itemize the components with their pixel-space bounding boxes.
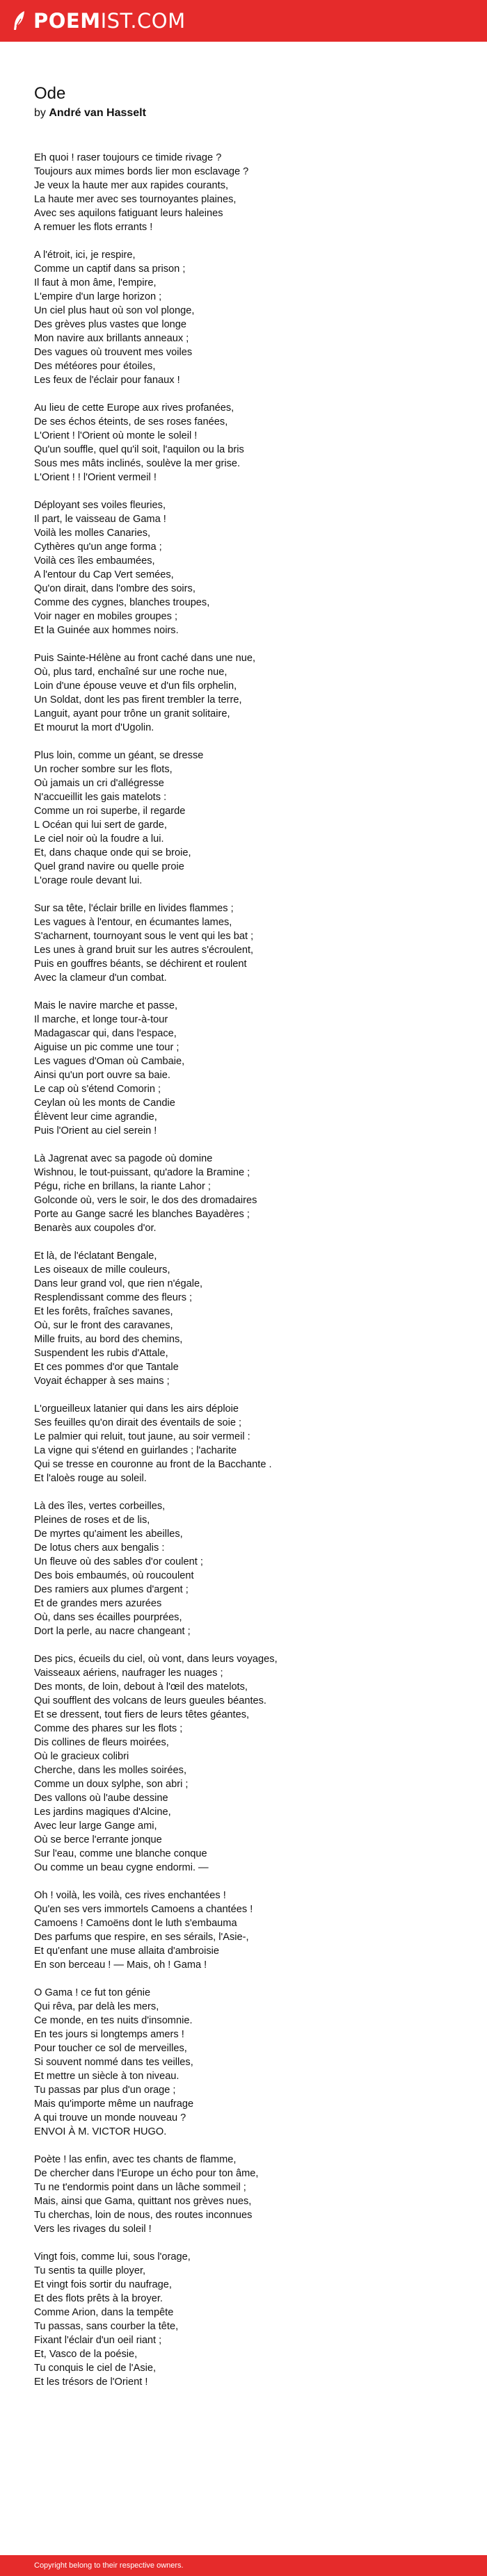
poem-stanza [34,1249,465,1388]
poem-line: Voilà ces îles embaumées, [34,555,155,566]
poem-line: Des vallons où l'aube dessine [34,1793,168,1804]
poem-line: Comme Arion, dans la tempête [34,2307,174,2318]
poem-line: Cythères qu'un ange forma ; [34,541,162,553]
poem-line: Le ciel noir où la foudre a lui. [34,833,164,845]
poem-line: De myrtes qu'aiment les abeilles, [34,1529,183,1540]
poem-stanza [34,749,465,888]
poem-stanza [34,248,465,387]
poem-line: A remuer les flots errants ! [34,222,153,233]
poem-line: Dans leur grand vol, que rien n'égale, [34,1278,203,1289]
poem-line: La vigne qui s'étend en guirlandes ; l'acharite [34,1445,237,1456]
poem-line: Golconde où, vers le soir, le dos des dromadaires [34,1195,257,1206]
poem-line: Un Soldat, dont les pas firent trembler la terre, [34,694,242,706]
poem-line: Tu passas, sans courber la tête, [34,2321,179,2332]
poem-stanza [34,2250,465,2389]
poem-line: Sur sa tête, l'éclair brille en livides flammes ; [34,903,234,914]
poem-stanza [34,1152,465,1235]
poem-line: Ceylan où les monts de Candie [34,1098,175,1109]
poem-stanza [34,1652,465,1875]
poem-line: Comme un captif dans sa prison ; [34,263,186,275]
poem-line: Qu'un souffle, quel qu'il soit, l'aquilon ou la bris [34,444,244,455]
byline-prefix: by [34,107,49,119]
poem-line: Tu cherchas, loin de nous, des routes inconnues [34,2210,253,2221]
poem-line: Aiguise un pic comme une tour ; [34,1042,179,1053]
poem-line: Il marche, et longe tour-à-tour [34,1014,168,1025]
poem-line: Et la Guinée aux hommes noirs. [34,625,179,636]
poem-line: Ce monde, en tes nuits d'insomnie. [34,2015,193,2026]
poem-line: A qui trouve un monde nouveau ? [34,2112,186,2123]
poem-line: Il part, le vaisseau de Gama ! [34,514,166,525]
poem-line: L'Orient ! ! l'Orient vermeil ! [34,472,157,483]
poem-line: L'orage roule devant lui. [34,875,143,886]
poem-line: Et les forêts, fraîches savanes, [34,1306,173,1317]
poem-line: Et vingt fois sortir du naufrage, [34,2279,172,2290]
poem-line: Je veux la haute mer aux rapides courants, [34,180,229,191]
copyright-text: Copyright belong to their respective owners. [34,2561,184,2570]
poem-line: Voir nager en mobiles groupes ; [34,611,178,622]
poem-line: Camoens ! Camoëns dont le luth s'embauma [34,1918,237,1929]
poem-line: Et là, de l'éclatant Bengale, [34,1250,157,1262]
poem-line: Sous mes mâts inclinés, soulève la mer grise. [34,458,241,469]
poem-stanza [34,902,465,985]
poem-line: Ainsi qu'un port ouvre sa baie. [34,1070,170,1081]
poem-line: Un ciel plus haut où son vol plonge, [34,305,195,316]
poem-line: Comme des cygnes, blanches troupes, [34,597,210,608]
poem-line: De chercher dans l'Europe un écho pour ton âme, [34,2168,259,2179]
poem-body [34,151,465,2389]
site-header [0,0,487,42]
poem-line: Qui se tresse en couronne au front de la Bacchante . [34,1459,272,1470]
poem-line: Et des flots prêts à la broyer. [34,2293,163,2304]
poem-line: Et, dans chaque onde qui se broie, [34,847,191,858]
quill-icon [11,10,28,31]
poem-stanza [34,2153,465,2236]
poem-line: Cherche, dans les molles soirées, [34,1765,187,1776]
poem-line: Les vagues d'Oman où Cambaie, [34,1056,185,1067]
poem-line: Qu'en ses vers immortels Camoens a chantées ! [34,1904,253,1915]
poem-line: Tu sentis ta quille ployer, [34,2265,146,2276]
poem-line: Madagascar qui, dans l'espace, [34,1028,177,1039]
site-logo[interactable] [11,10,186,31]
poem-stanza [34,1889,465,1972]
poem-line: Et mettre un siècle à ton niveau. [34,2071,179,2082]
poem-line: Oh ! voilà, les voilà, ces rives enchantées ! [34,1890,226,1901]
poem-line: A l'étroit, ici, je respire, [34,250,136,261]
poem-line: Et l'aloès rouge au soleil. [34,1473,147,1484]
poem-line: Pégu, riche en brillans, la riante Lahor ; [34,1181,211,1192]
poem-line: Si souvent nommé dans tes veilles, [34,2057,193,2068]
poem-line: Plus loin, comme un géant, se dresse [34,750,204,761]
poem-line: Voyait échapper à ses mains ; [34,1376,170,1387]
poem-line: Avec la clameur d'un combat. [34,972,167,984]
site-footer [0,2555,487,2576]
poem-line: Poète ! las enfin, avec tes chants de flamme, [34,2154,237,2165]
poem-line: Comme un doux sylphe, son abri ; [34,1779,189,1790]
poem-title: Ode [34,84,66,103]
poem-line: Puis Sainte-Hélène au front caché dans une nue, [34,653,256,664]
poem-stanza [34,498,465,637]
poem-line: Ou comme un beau cygne endormi. — [34,1862,209,1873]
site-logo-text [33,10,186,31]
poem-line: Où jamais un cri d'allégresse [34,778,164,789]
poem-line: Les oiseaux de mille couleurs, [34,1264,170,1275]
poem-line: En tes jours si longtemps amers ! [34,2029,184,2040]
poem-line: Suspendent les rubis d'Attale, [34,1348,168,1359]
poem-line: Loin d'une épouse veuve et d'un fils orphelin, [34,680,237,692]
poem-line: Des vagues où trouvent mes voiles [34,347,193,358]
poem-stanza [34,401,465,484]
poem-line: Et qu'enfant une muse allaita d'ambroisie [34,1946,219,1957]
poem-line: Il faut à mon âme, l'empire, [34,277,157,288]
poem-line: Languit, ayant pour trône un granit solitaire, [34,708,230,719]
poem-stanza [34,1402,465,1485]
poem-line: Les vagues à l'entour, en écumantes lames, [34,917,232,928]
poem-stanza [34,1499,465,1638]
poem-line: Puis en gouffres béants, se déchirent et roulent [34,959,247,970]
poem-line: Dis collines de fleurs moirées, [34,1737,169,1748]
poem-line: Là des îles, vertes corbeilles, [34,1501,166,1512]
poem-line: Un rocher sombre sur les flots, [34,764,173,775]
poem-line: Mais, ainsi que Gama, quittant nos grèves nues, [34,2196,252,2207]
poem-line: L'orgueilleux latanier qui dans les airs déploie [34,1403,239,1415]
poem-line: Mille fruits, au bord des chemins, [34,1334,183,1345]
poem-line: Comme un roi superbe, il regarde [34,806,186,817]
poem-line: Avec ses aquilons fatiguant leurs haleines [34,208,223,219]
poem-line: Des pics, écueils du ciel, où vont, dans leurs voyages, [34,1654,278,1665]
logo-bold-text: POEM [33,9,101,33]
poem-stanza [34,151,465,234]
poem-line: Dort la perle, au nacre changeant ; [34,1626,191,1637]
poem-line: Où, sur le front des caravanes, [34,1320,173,1331]
poem-line: Qu'on dirait, dans l'ombre des soirs, [34,583,195,594]
poem-line: Puis l'Orient au ciel serein ! [34,1125,157,1136]
poem-line: Wishnou, le tout-puissant, qu'adore la Bramine ; [34,1167,250,1178]
poem-line: Comme des phares sur les flots ; [34,1723,183,1734]
poem-line: Des monts, de loin, debout à l'œil des matelots, [34,1681,248,1693]
poem-line: Porte au Gange sacré les blanches Bayadères ; [34,1209,250,1220]
poem-line: Le cap où s'étend Comorin ; [34,1084,161,1095]
poem-line: Sur l'eau, comme une blanche conque [34,1848,207,1859]
poem-line: L'empire d'un large horizon ; [34,291,162,302]
poem-line: Eh quoi ! raser toujours ce timide rivage ? [34,152,222,163]
poem-line: Mais qu'importe même un naufrage [34,2098,194,2110]
author-link[interactable]: André van Hasselt [49,107,146,119]
poem-line: Avec leur large Gange ami, [34,1820,157,1832]
poem-line: Où le gracieux colibri [34,1751,129,1762]
poem-line: Où, dans ses écailles pourprées, [34,1612,182,1623]
poem-line: Mon navire aux brillants anneaux ; [34,333,189,344]
poem-line: Des grèves plus vastes que longe [34,319,187,330]
poem-line: L Océan qui lui sert de garde, [34,820,167,831]
poem-line: Et se dressent, tout fiers de leurs têtes géantes, [34,1709,250,1720]
poem-line: La haute mer avec ses tournoyantes plaines, [34,194,237,205]
poem-line: Pleines de roses et de lis, [34,1515,150,1526]
poem-line: Voilà les molles Canaries, [34,528,151,539]
poem-line: Là Jagrenat avec sa pagode où domine [34,1153,213,1164]
poem-line: L'Orient ! l'Orient où monte le soleil ! [34,430,198,441]
poem-stanza [34,1986,465,2139]
poem-line: Des météores pour étoiles, [34,361,156,372]
poem-line: Ses feuilles qu'on dirait des éventails de soie ; [34,1417,242,1428]
poem-stanza [34,999,465,1138]
poem-line: Des bois embaumés, où roucoulent [34,1570,194,1581]
poem-line: Benarès aux coupoles d'or. [34,1223,157,1234]
poem-line: Quel grand navire ou quelle proie [34,861,184,872]
poem-line: Les jardins magiques d'Alcine, [34,1807,171,1818]
poem-line: Où, plus tard, enchaîné sur une roche nue, [34,667,227,678]
poem-line: Tu conquis le ciel de l'Asie, [34,2363,157,2374]
poem-line: Et de grandes mers azurées [34,1598,162,1609]
poem-line: Qui soufflent des volcans de leurs gueules béantes. [34,1695,266,1706]
poem-line: Fixant l'éclair d'un oeil riant ; [34,2335,162,2346]
poem-line: En son berceau ! — Mais, oh ! Gama ! [34,1959,207,1971]
poem-line: Vaisseaux aériens, naufrager les nuages ; [34,1668,223,1679]
poem-line: Mais le navire marche et passe, [34,1000,178,1011]
poem-content [34,42,465,2389]
poem-line: Qui rêva, par delà les mers, [34,2001,159,2012]
poem-line: O Gama ! ce fut ton génie [34,1987,151,1998]
poem-line: Les unes à grand bruit sur les autres s'écroulent, [34,945,254,956]
poem-stanza [34,651,465,735]
poem-line: Vingt fois, comme lui, sous l'orage, [34,2251,191,2263]
poem-line: Tu ne t'endormis point dans un lâche sommeil ; [34,2182,246,2193]
logo-light-text: IST.COM [100,9,186,33]
poem-line: Vers les rivages du soleil ! [34,2224,152,2235]
poem-line: ENVOI À M. VICTOR HUGO. [34,2126,167,2137]
poem-line: De ses échos éteints, de ses roses fanées, [34,416,228,427]
poem-line: Le palmier qui reluit, tout jaune, au soir vermeil : [34,1431,250,1442]
poem-line: Un fleuve où des sables d'or coulent ; [34,1556,203,1567]
poem-byline [34,106,465,120]
poem-line: De lotus chers aux bengalis : [34,1542,165,1554]
poem-line: Toujours aux mimes bords lier mon esclavage ? [34,166,249,177]
poem-line: Des parfums que respire, en ses sérails, l'Asie-, [34,1932,249,1943]
poem-line: Où se berce l'errante jonque [34,1834,162,1845]
poem-line: Et les trésors de l'Orient ! [34,2377,148,2388]
poem-line: Et, Vasco de la poésie, [34,2349,138,2360]
poem-line: S'acharnent, tournoyant sous le vent qui les bat ; [34,931,254,942]
poem-line: Élèvent leur cime agrandie, [34,1111,157,1123]
poem-line: Et ces pommes d'or que Tantale [34,1362,179,1373]
poem-line: Resplendissant comme des fleurs ; [34,1292,193,1303]
poem-line: Pour toucher ce sol de merveilles, [34,2043,187,2054]
poem-line: A l'entour du Cap Vert semées, [34,569,174,580]
poem-line: N'accueillit les gais matelots : [34,792,167,803]
poem-line: Tu passas par plus d'un orage ; [34,2085,176,2096]
poem-line: Au lieu de cette Europe aux rives profanées, [34,402,234,414]
poem-line: Et mourut la mort d'Ugolin. [34,722,154,733]
poem-line: Des ramiers aux plumes d'argent ; [34,1584,189,1595]
poem-line: Déployant ses voiles fleuries, [34,500,166,511]
poem-line: Les feux de l'éclair pour fanaux ! [34,375,180,386]
